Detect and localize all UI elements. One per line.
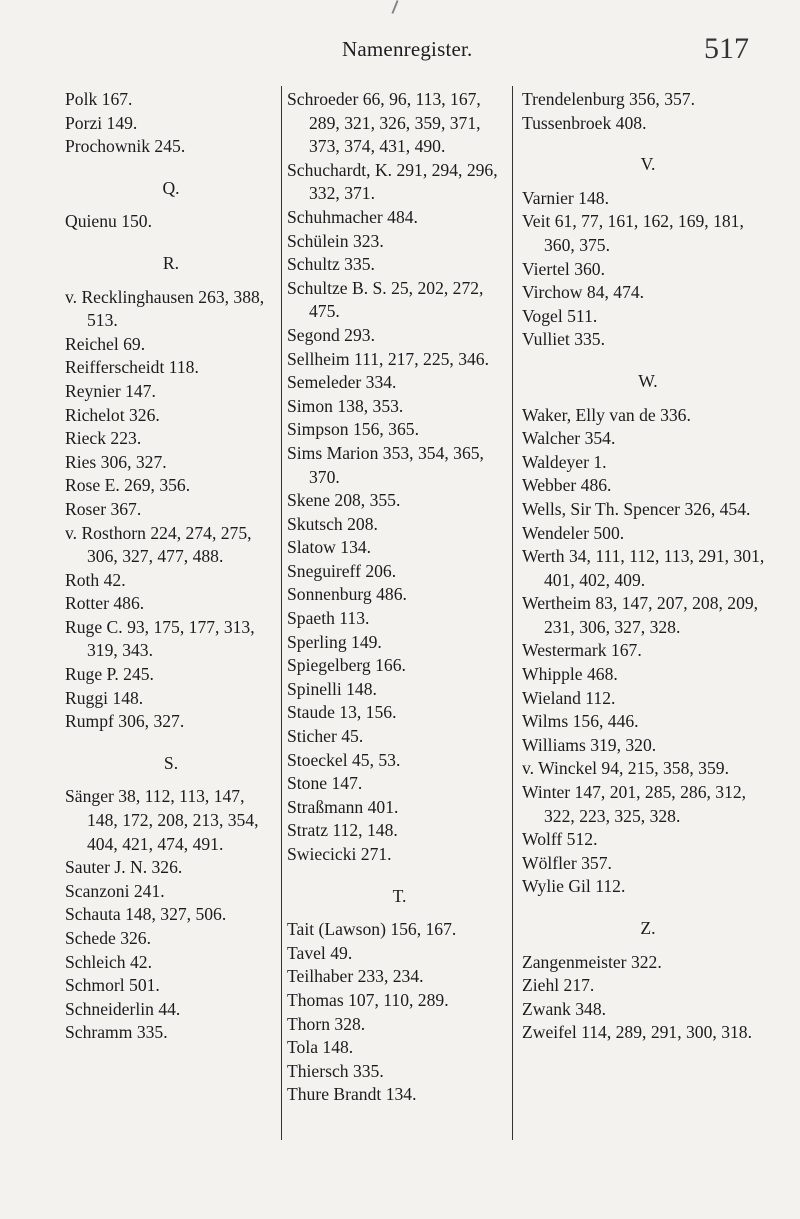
index-entry: Quienu 150. bbox=[65, 211, 152, 232]
index-entry: Reynier 147. bbox=[65, 380, 156, 401]
index-entry: Skene 208, 355. bbox=[287, 490, 401, 511]
index-entry: Wolff 512. bbox=[522, 829, 598, 850]
index-entry: Schülein 323. bbox=[287, 230, 384, 251]
index-entry: Tavel 49. bbox=[287, 942, 353, 963]
index-entry: Rose E. 269, 356. bbox=[65, 475, 191, 496]
index-entry: Thomas 107, 110, 289. bbox=[287, 989, 449, 1010]
section-letter-t: T. bbox=[392, 885, 407, 906]
index-entry: Stratz 112, 148. bbox=[287, 820, 398, 841]
index-entry: Schneiderlin 44. bbox=[65, 998, 181, 1019]
index-entry: Veit 61, 77, 161, 162, 169, 181, 360, 375. bbox=[522, 211, 744, 255]
index-entry: Slatow 134. bbox=[287, 537, 372, 558]
index-entry: Semeleder 334. bbox=[287, 372, 397, 393]
index-entry: Scanzoni 241. bbox=[65, 880, 165, 901]
index-entry: Sellheim 111, 217, 225, 346. bbox=[287, 348, 489, 369]
index-entry: v. Rosthorn 224, 274, 275, 306, 327, 477, 488. bbox=[65, 522, 252, 567]
index-entry: Wieland 112. bbox=[522, 687, 616, 708]
index-entry: Wölfler 357. bbox=[522, 852, 612, 873]
index-entry: Stone 147. bbox=[287, 773, 363, 794]
entry-group bbox=[287, 918, 512, 1107]
index-entry: Waldeyer 1. bbox=[522, 451, 607, 472]
index-entry: Wells, Sir Th. Spencer 326, 454. bbox=[522, 498, 751, 519]
index-entry: Spinelli 148. bbox=[287, 678, 377, 699]
index-entry: Reichel 69. bbox=[65, 333, 146, 354]
index-entry: v. Winckel 94, 215, 358, 359. bbox=[522, 758, 729, 779]
index-entry: Schuhmacher 484. bbox=[287, 206, 418, 227]
index-entry: Roser 367. bbox=[65, 498, 142, 519]
index-entry: Ruge C. 93, 175, 177, 313, 319, 343. bbox=[65, 616, 255, 661]
index-entry: Thiersch 335. bbox=[287, 1060, 384, 1081]
index-entry: Staude 13, 156. bbox=[287, 702, 397, 723]
section-letter-z: Z. bbox=[640, 918, 656, 938]
index-entry: Sänger 38, 112, 113, 147, 148, 172, 208, 213, 354, 404, 421, 474, 491. bbox=[65, 786, 259, 854]
index-entry: Wilms 156, 446. bbox=[522, 711, 639, 732]
index-entry: Rotter 486. bbox=[65, 593, 145, 614]
column-divider bbox=[281, 86, 282, 1140]
index-entry: Prochownik 245. bbox=[65, 136, 186, 157]
index-entry: Schede 326. bbox=[65, 928, 151, 948]
index-column-1 bbox=[65, 88, 277, 1045]
index-entry: Webber 486. bbox=[522, 475, 612, 496]
index-entry: Reifferscheidt 118. bbox=[65, 357, 199, 378]
index-entry: Varnier 148. bbox=[522, 187, 609, 208]
index-entry: Whipple 468. bbox=[522, 664, 618, 685]
index-entry: Straßmann 401. bbox=[287, 796, 399, 817]
index-entry: Stoeckel 45, 53. bbox=[287, 749, 401, 770]
index-entry: Spaeth 113. bbox=[287, 608, 370, 629]
index-entry: Ruggi 148. bbox=[65, 687, 144, 708]
section-letter-v: V. bbox=[640, 154, 656, 175]
index-entry: Porzi 149. bbox=[65, 112, 138, 133]
index-entry: Wylie Gil 112. bbox=[522, 876, 626, 897]
column-divider bbox=[512, 86, 513, 1140]
page-title: Namenregister. bbox=[342, 37, 473, 61]
index-entry: Thure Brandt 134. bbox=[287, 1084, 417, 1105]
index-entry: Roth 42. bbox=[65, 569, 126, 590]
index-entry: Walcher 354. bbox=[522, 428, 616, 449]
index-entry: Westermark 167. bbox=[522, 640, 642, 661]
entry-group bbox=[65, 210, 277, 234]
section-letter-s: S. bbox=[163, 752, 179, 773]
index-entry: Spiegelberg 166. bbox=[287, 655, 406, 676]
index-entry: Virchow 84, 474. bbox=[522, 282, 645, 303]
index-entry: Segond 293. bbox=[287, 324, 375, 345]
index-entry: Trendelenburg 356, 357. bbox=[522, 89, 695, 109]
index-column-3 bbox=[522, 88, 774, 1045]
index-entry: Zweifel 114, 289, 291, 300, 318. bbox=[522, 1022, 752, 1043]
entry-group bbox=[65, 88, 277, 159]
index-entry: Werth 34, 111, 112, 113, 291, 301, 401, 402, 409. bbox=[522, 546, 765, 590]
index-entry: Vogel 511. bbox=[522, 305, 598, 326]
section-letter-q: Q. bbox=[162, 177, 180, 198]
index-entry: Zangenmeister 322. bbox=[522, 951, 662, 972]
entry-group bbox=[287, 88, 512, 867]
index-entry: Schuchardt, K. 291, 294, 296, 332, 371. bbox=[287, 159, 498, 204]
index-entry: Waker, Elly van de 336. bbox=[522, 404, 691, 425]
page-number: 517 bbox=[704, 32, 749, 65]
index-entry: Sticher 45. bbox=[287, 726, 364, 747]
index-entry: Zwank 348. bbox=[522, 998, 607, 1019]
index-entry: Tait (Lawson) 156, 167. bbox=[287, 919, 457, 940]
entry-group bbox=[65, 286, 277, 734]
entry-group bbox=[65, 785, 277, 1045]
index-entry: Schultze B. S. 25, 202, 272, 475. bbox=[287, 277, 484, 322]
index-entry: Teilhaber 233, 234. bbox=[287, 966, 424, 987]
entry-group bbox=[522, 187, 774, 352]
index-entry: Richelot 326. bbox=[65, 404, 160, 425]
index-entry: Williams 319, 320. bbox=[522, 734, 657, 755]
index-entry: Schroeder 66, 96, 113, 167, 289, 321, 326, 359, 371, 373, 374, 431, 490. bbox=[287, 89, 481, 157]
index-entry: Rumpf 306, 327. bbox=[65, 711, 185, 732]
index-entry: Ries 306, 327. bbox=[65, 451, 167, 472]
index-entry: Tola 148. bbox=[287, 1037, 354, 1058]
index-entry: Tussenbroek 408. bbox=[522, 112, 647, 133]
index-entry: Winter 147, 201, 285, 286, 312, 322, 223, 325, 328. bbox=[522, 782, 747, 826]
index-entry: Rieck 223. bbox=[65, 428, 142, 449]
index-entry: Sneguireff 206. bbox=[287, 560, 397, 581]
index-entry: Sperling 149. bbox=[287, 631, 382, 652]
index-entry: v. Recklinghausen 263, 388, 513. bbox=[65, 286, 265, 331]
index-entry: Sonnenburg 486. bbox=[287, 584, 407, 605]
index-entry: Sauter J. N. 326. bbox=[65, 857, 183, 878]
index-entry: Polk 167. bbox=[65, 89, 133, 109]
index-entry: Swiecicki 271. bbox=[287, 844, 392, 864]
index-entry: Vulliet 335. bbox=[522, 329, 605, 350]
index-entry: Wertheim 83, 147, 207, 208, 209, 231, 306, 327, 328. bbox=[522, 593, 759, 637]
index-entry: Wendeler 500. bbox=[522, 522, 625, 543]
index-entry: Thorn 328. bbox=[287, 1013, 366, 1034]
index-entry: Schleich 42. bbox=[65, 951, 152, 972]
index-entry: Schauta 148, 327, 506. bbox=[65, 904, 227, 925]
entry-group bbox=[522, 404, 774, 899]
section-letter-w: W. bbox=[638, 370, 658, 391]
section-letter-r: R. bbox=[162, 252, 180, 273]
index-entry: Schultz 335. bbox=[287, 254, 375, 275]
index-entry: Viertel 360. bbox=[522, 258, 605, 279]
index-entry: Sims Marion 353, 354, 365, 370. bbox=[287, 442, 484, 487]
index-entry: Schramm 335. bbox=[65, 1022, 168, 1043]
scan-mark bbox=[391, 0, 398, 14]
index-entry: Simon 138, 353. bbox=[287, 395, 404, 416]
page-header bbox=[0, 32, 800, 72]
index-entry: Ruge P. 245. bbox=[65, 664, 154, 685]
entry-group bbox=[522, 88, 774, 135]
entry-group bbox=[522, 951, 774, 1045]
index-entry: Skutsch 208. bbox=[287, 513, 378, 534]
index-column-2 bbox=[287, 88, 512, 1107]
index-entry: Schmorl 501. bbox=[65, 975, 160, 996]
index-entry: Simpson 156, 365. bbox=[287, 419, 419, 440]
index-entry: Ziehl 217. bbox=[522, 975, 595, 996]
